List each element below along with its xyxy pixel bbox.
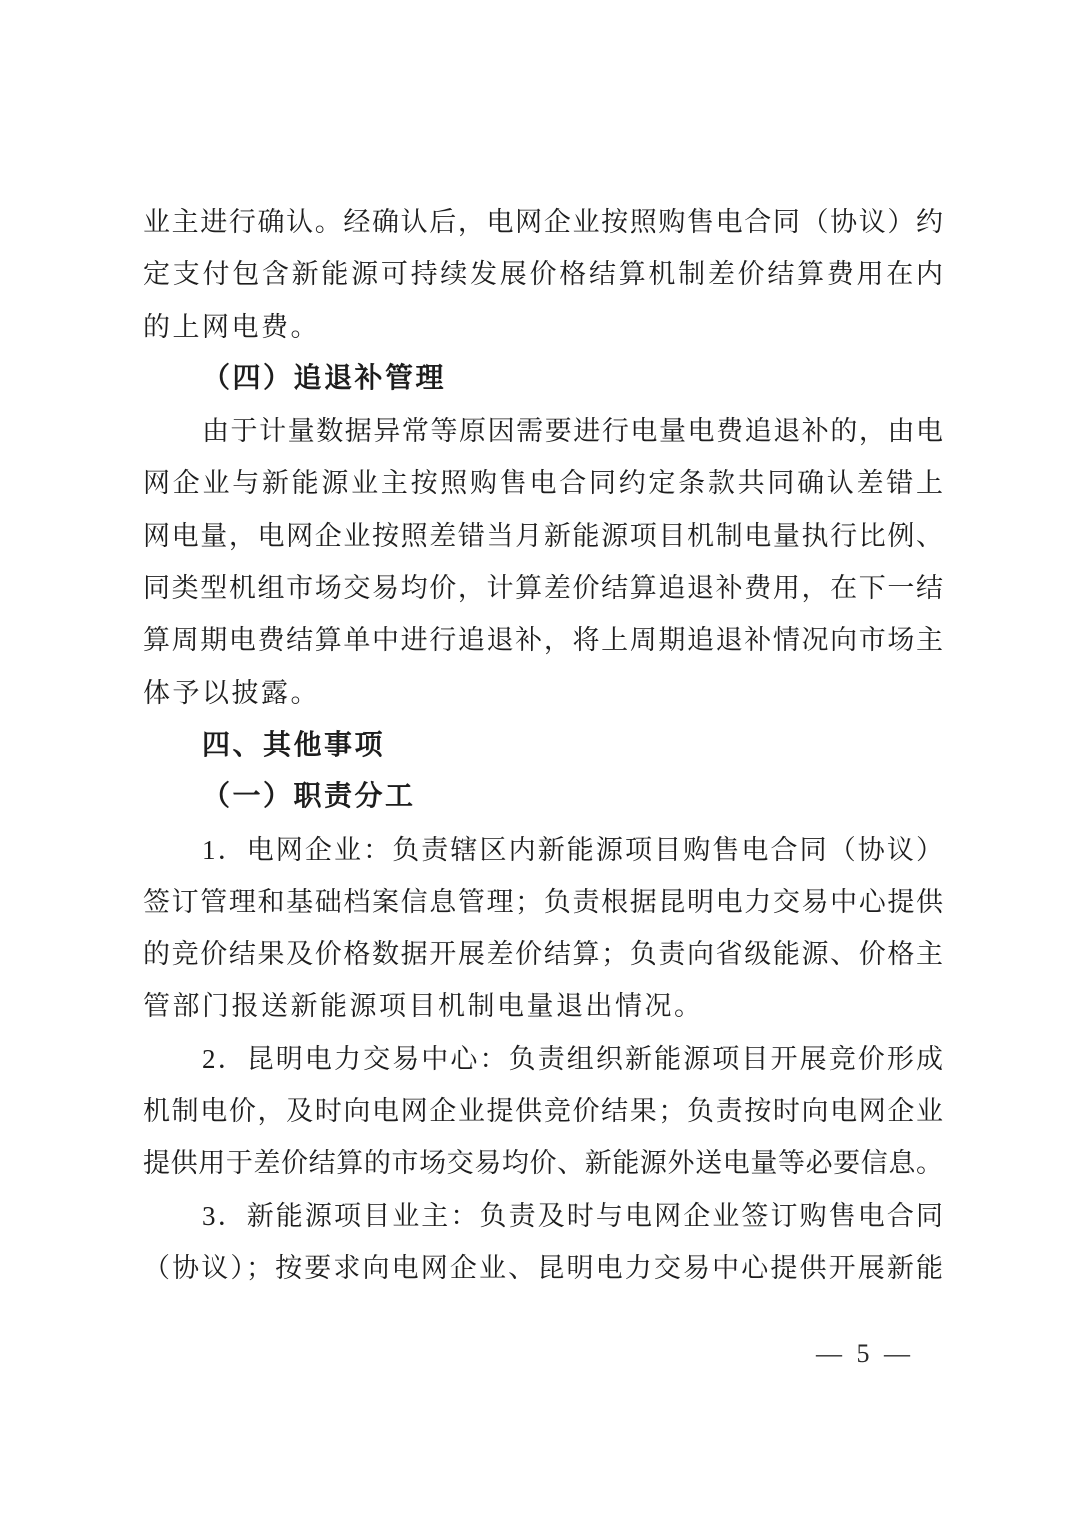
- text-line: 体予以披露。: [143, 677, 320, 708]
- text-line: 的上网电费。: [143, 311, 320, 342]
- text-line: 签订管理和基础档案信息管理；负责根据昆明电力交易中心提供: [143, 886, 943, 917]
- text-line: 网企业与新能源业主按照购售电合同约定条款共同确认差错上: [143, 468, 943, 499]
- text-line: 业主进行确认。经确认后，电网企业按照购售电合同（协议）约: [143, 207, 943, 237]
- section-heading: （一）职责分工: [202, 781, 416, 813]
- text-line: 定支付包含新能源可持续发展价格结算机制差价结算费用在内: [143, 259, 943, 290]
- text-line: 由于计量数据异常等原因需要进行电量电费追退补的，由电: [202, 416, 943, 447]
- section-heading: 四、其他事项: [202, 728, 386, 760]
- text-line: 的竞价结果及价格数据开展差价结算；负责向省级能源、价格主: [143, 939, 943, 970]
- text-line: 算周期电费结算单中进行追退补，将上周期追退补情况向市场主: [143, 625, 943, 656]
- text-line: 管部门报送新能源项目机制电量退出情况。: [143, 991, 704, 1022]
- text-line: 网电量，电网企业按照差错当月新能源项目机制电量执行比例、: [143, 520, 943, 551]
- section-heading: （四）追退补管理: [202, 362, 447, 394]
- text-line: 提供用于差价结算的市场交易均价、新能源外送电量等必要信息。: [143, 1148, 943, 1179]
- text-line: （协议）；按要求向电网企业、昆明电力交易中心提供开展新能: [143, 1252, 943, 1283]
- text-line: 3．新能源项目业主：负责及时与电网企业签订购售电合同: [202, 1200, 943, 1231]
- page-number: — 5 —: [816, 1339, 914, 1368]
- text-line: 1．电网企业：负责辖区内新能源项目购售电合同（协议）: [202, 834, 943, 865]
- text-line: 机制电价，及时向电网企业提供竞价结果；负责按时向电网企业: [143, 1096, 943, 1127]
- document-body: [143, 196, 943, 1294]
- text-line: 2．昆明电力交易中心：负责组织新能源项目开展竞价形成: [202, 1043, 943, 1074]
- text-line: 同类型机组市场交易均价，计算差价结算追退补费用，在下一结: [143, 573, 943, 604]
